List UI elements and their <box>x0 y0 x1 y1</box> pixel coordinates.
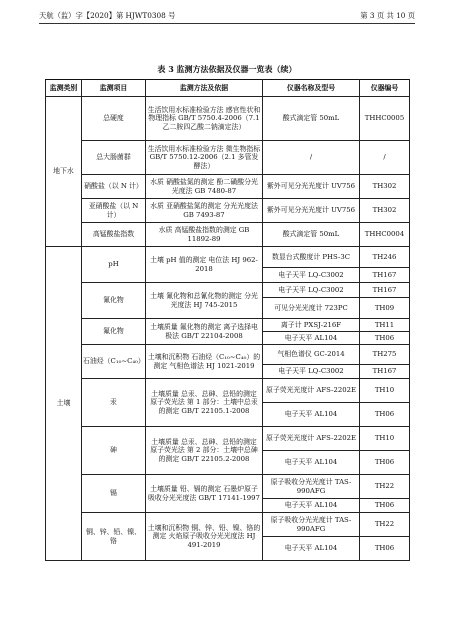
instrument-cell: 电子天平 LQ-C3002 <box>263 268 360 283</box>
instrument-id-cell: THHC0005 <box>360 97 410 141</box>
instrument-cell: 原子吸收分光光度计 TAS-990AFG <box>263 475 360 499</box>
method-cell: 土壤 氰化物和总氰化物的测定 分光光度法 HJ 745-2015 <box>146 283 263 319</box>
method-cell: 土壤质量 总汞、总砷、总铅的测定 原子荧光法 第 1 部分：土壤中总汞的测定 GB/T 22105.1-2008 <box>146 379 263 427</box>
instrument-cell: 酸式滴定管 50mL <box>263 223 360 247</box>
instrument-id-cell: TH10 <box>360 427 410 451</box>
item-cell: 氰化物 <box>82 283 146 319</box>
column-header: 监测方法及依据 <box>146 80 263 97</box>
instrument-id-cell: TH09 <box>360 298 410 319</box>
instrument-cell: 紫外可见分光光度计 UV756 <box>263 199 360 223</box>
instrument-cell: 电子天平 AL104 <box>263 451 360 475</box>
instrument-cell: 原子吸收分光光度计 TAS-990AFG <box>263 513 360 537</box>
instrument-cell: 原子荧光光度计 AFS-2202E <box>263 379 360 403</box>
table-row <box>46 199 410 223</box>
column-header: 仪器名称及型号 <box>263 80 360 97</box>
instrument-id-cell: TH06 <box>360 451 410 475</box>
table-row <box>46 319 410 332</box>
methods-table <box>45 79 410 561</box>
table-row <box>46 97 410 141</box>
column-header: 仪器编号 <box>360 80 410 97</box>
instrument-id-cell: TH10 <box>360 379 410 403</box>
item-cell: 硝酸盐（以 N 计） <box>82 175 146 199</box>
instrument-id-cell: TH22 <box>360 513 410 537</box>
instrument-cell: 电子天平 LQ-C3002 <box>263 365 360 379</box>
report-number: 天航（监）字【2020】第 HJWT0308 号 <box>39 11 176 20</box>
header-divider <box>39 23 415 24</box>
instrument-cell: 气相色谱仪 GC-2014 <box>263 345 360 365</box>
method-cell: 水质 硝酸盐氮的测定 酚二磺酸分光光度法 GB 7480-87 <box>146 175 263 199</box>
instrument-id-cell: TH22 <box>360 475 410 499</box>
table-row <box>46 513 410 537</box>
table-row <box>46 223 410 247</box>
instrument-id-cell: TH06 <box>360 332 410 345</box>
instrument-cell: 电子天平 AL104 <box>263 537 360 561</box>
item-cell: 氟化物 <box>82 319 146 345</box>
item-cell: 亚硝酸盐（以 N 计） <box>82 199 146 223</box>
method-cell: 生活饮用水标准检验方法 微生物指标 GB/T 5750.12-2006（2.1 多管发酵法） <box>146 141 263 175</box>
method-cell: 土壤和沉积物 铜、锌、铅、镍、铬的测定 火焰原子吸收分光光度法 HJ 491-2019 <box>146 513 263 561</box>
instrument-id-cell: THHC0004 <box>360 223 410 247</box>
instrument-cell: 原子荧光光度计 AFS-2202E <box>263 427 360 451</box>
table-header-row <box>46 80 410 97</box>
instrument-id-cell: TH167 <box>360 283 410 298</box>
item-cell: 汞 <box>82 379 146 427</box>
item-cell: 镉 <box>82 475 146 513</box>
item-cell: 高锰酸盐指数 <box>82 223 146 247</box>
instrument-id-cell: TH275 <box>360 345 410 365</box>
instrument-cell: 电子天平 AL104 <box>263 403 360 427</box>
instrument-cell: 离子计 PXSJ-216F <box>263 319 360 332</box>
table-row <box>46 345 410 365</box>
table-row <box>46 379 410 403</box>
table-row <box>46 141 410 175</box>
instrument-id-cell: TH06 <box>360 499 410 513</box>
item-cell: 石油烃（C₁₀~C₄₀） <box>82 345 146 379</box>
instrument-id-cell: TH06 <box>360 537 410 561</box>
instrument-cell: 电子天平 AL104 <box>263 332 360 345</box>
instrument-id-cell: TH246 <box>360 247 410 268</box>
method-cell: 土壤和沉积物 石油烃（C₁₀~C₄₀）的测定 气相色谱法 HJ 1021-2019 <box>146 345 263 379</box>
instrument-id-cell: TH167 <box>360 268 410 283</box>
table-row <box>46 175 410 199</box>
category-cell: 土壤 <box>46 247 82 561</box>
table-row <box>46 283 410 298</box>
category-cell: 地下水 <box>46 97 82 247</box>
page-number: 第 3 页 共 10 页 <box>360 11 415 20</box>
method-cell: 土壤质量 总汞、总砷、总铅的测定 原子荧光法 第 2 部分：土壤中总砷的测定 GB/T 22105.2-2008 <box>146 427 263 475</box>
item-cell: 总硬度 <box>82 97 146 141</box>
method-cell: 水质 亚硝酸盐氮的测定 分光光度法 GB 7493-87 <box>146 199 263 223</box>
instrument-cell: 电子天平 LQ-C3002 <box>263 283 360 298</box>
instrument-id-cell: TH06 <box>360 403 410 427</box>
column-header: 监测项目 <box>82 80 146 97</box>
item-cell: 总大肠菌群 <box>82 141 146 175</box>
instrument-id-cell: TH302 <box>360 175 410 199</box>
method-cell: 土壤 pH 值的测定 电位法 HJ 962-2018 <box>146 247 263 283</box>
table-caption: 表 3 监测方法依据及仪器一览表（续） <box>157 64 297 74</box>
table-row <box>46 475 410 499</box>
instrument-cell: / <box>263 141 360 175</box>
method-cell: 生活饮用水标准检验方法 感官性状和物理指标 GB/T 5750.4-2006（7.1 乙二胺四乙酸二钠滴定法） <box>146 97 263 141</box>
page-header <box>39 8 415 22</box>
item-cell: 铜、锌、铅、镍、铬 <box>82 513 146 561</box>
method-cell: 水质 高锰酸盐指数的测定 GB 11892-89 <box>146 223 263 247</box>
instrument-cell: 电子天平 AL104 <box>263 499 360 513</box>
item-cell: pH <box>82 247 146 283</box>
item-cell: 砷 <box>82 427 146 475</box>
instrument-id-cell: TH11 <box>360 319 410 332</box>
table-row <box>46 427 410 451</box>
table-row <box>46 247 410 268</box>
instrument-id-cell: TH302 <box>360 199 410 223</box>
column-header: 监测类别 <box>46 80 82 97</box>
instrument-id-cell: / <box>360 141 410 175</box>
instrument-cell: 紫外可见分光光度计 UV756 <box>263 175 360 199</box>
instrument-id-cell: TH167 <box>360 365 410 379</box>
instrument-cell: 酸式滴定管 50mL <box>263 97 360 141</box>
instrument-cell: 可见分光光度计 723PC <box>263 298 360 319</box>
method-cell: 土壤质量 铅、镉的测定 石墨炉原子吸收分光光度法 GB/T 17141-1997 <box>146 475 263 513</box>
method-cell: 土壤质量 氟化物的测定 离子选择电极法 GB/T 22104-2008 <box>146 319 263 345</box>
instrument-cell: 数显台式酸度计 PHS-3C <box>263 247 360 268</box>
